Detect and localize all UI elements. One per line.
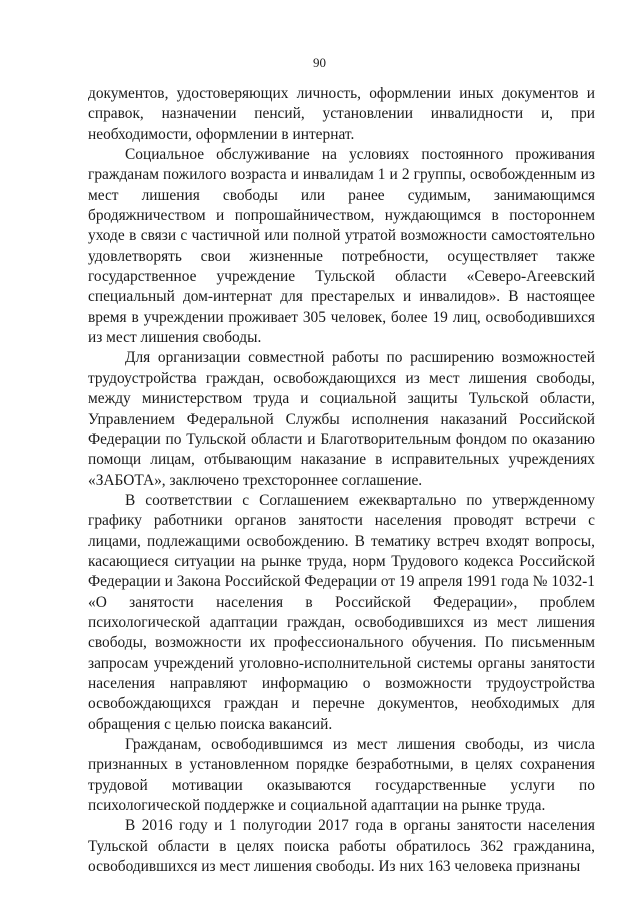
page-number: 90 (313, 55, 326, 70)
paragraph-state-services: Гражданам, освободившимся из мест лишения свободы, из числа признанных в установленном порядке безработными, в целях сохранения трудовой мотивации оказываются государственные услуги по психологической поддержке и социальной адаптации на рынке труда. (88, 736, 595, 815)
document-body (88, 84, 595, 877)
paragraph-continuation: документов, удостоверяющих личность, оформлении иных документов и справок, назначении пенсий, установлении инвалидности и, при необходимости, оформлении в интернат. (88, 85, 595, 143)
paragraph-social-service: Социальное обслуживание на условиях постоянного проживания гражданам пожилого возраста и инвалидам 1 и 2 группы, освобожденным из мест лишения свободы или ранее судимым, занимающимся бродяжничеством и попрошайничеством, нуждающимся в постороннем уходе в связи с частичной или полной утратой возможности самостоятельно удовлетворять свои жизненные потребности, осуществляет также государственное учреждение Тульской области «Северо-Агеевский специальный дом-интернат для престарелых и инвалидов». В настоящее время в учреждении проживает 305 человек, более 19 лиц, освободившихся из мест лишения свободы. (88, 146, 595, 347)
paragraph-statistics: В 2016 году и 1 полугодии 2017 года в органы занятости населения Тульской области в целях поиска работы обратилось 362 гражданина, освободившихся из мест лишения свободы. Из них 163 человека признаны (88, 817, 595, 876)
paragraph-meetings: В соответствии с Соглашением ежеквартально по утвержденному графику работники органов занятости населения проводят встречи с лицами, подлежащими освобождению. В тематику встреч входят вопросы, касающиеся ситуации на рынке труда, норм Трудового кодекса Российской Федерации и Закона Российской Федерации от 19 апреля 1991 года № 1032-1 «О занятости населения в Российской Федерации», проблем психологической адаптации граждан, освободившихся из мест лишения свободы, возможности их профессионального обучения. По письменным запросам учреждений уголовно-исполнительной системы органы занятости населения направляют информацию о возможности трудоустройства освобождающихся граждан и перечне документов, необходимых для обращения с целью поиска вакансий. (88, 491, 595, 733)
paragraph-agreement: Для организации совместной работы по расширению возможностей трудоустройства граждан, освобождающихся из мест лишения свободы, между министерством труда и социальной защиты Тульской области, Управлением Федеральной Службы исполнения наказаний Российской Федерации по Тульской области и Благотворительным фондом по оказанию помощи лицам, отбывающим наказание в исправительных учреждениях «ЗАБОТА», заключено трехстороннее соглашение. (88, 349, 595, 489)
